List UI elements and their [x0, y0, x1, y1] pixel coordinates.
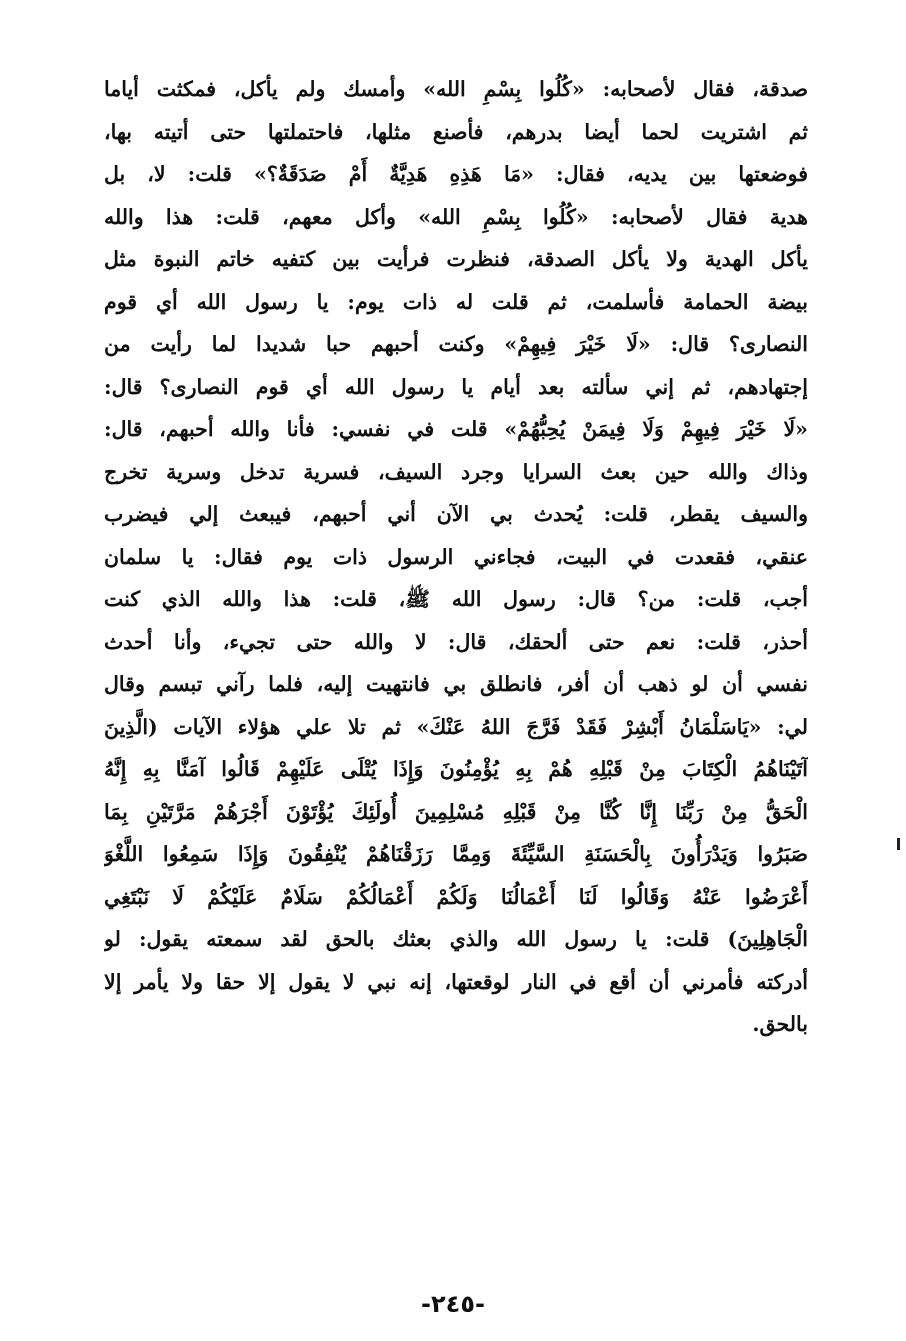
text-line: لي: «يَاسَلْمَانُ أَبْشِرْ فَقَدْ فَرَّجَ اللهُ عَنْكَ» ثم تلا علي هؤلاء الآيات (الَّذِينَ — [104, 714, 808, 739]
body-text — [104, 68, 808, 1046]
margin-mark — [897, 838, 900, 850]
text-line: فوضعتها بين يديه، فقال: «مَا هَذِهِ هَدِيَّةٌ أَمْ صَدَقَةٌ؟» قلت: لا، بل — [104, 162, 808, 186]
text-line: الْجَاهِلِينَ) قلت: يا رسول الله والذي بعثك بالحق لقد سمعته يقول: لو — [104, 927, 808, 951]
text-line-last: بالحق. — [752, 1012, 808, 1036]
text-line: ثم اشتريت لحما أيضا بدرهم، فأصنع مثلها، فاحتملتها حتى أتيته بها، — [104, 119, 808, 144]
text-line: النصارى؟ قال: «لَا خَيْرَ فِيهِمْ» وكنت أحبهم حبا شديدا لما رأيت من — [104, 332, 808, 356]
text-line: إجتهادهم، ثم إني سألته بعد أيام يا رسول الله أي قوم النصارى؟ قال: — [104, 374, 808, 399]
text-line: والسيف يقطر، قلت: يُحدث بي الآن أني أحبهم، فيبعث إلي فيضرب — [104, 502, 808, 526]
text-line: عنقي، فقعدت في البيت، فجاءني الرسول ذات يوم فقال: يا سلمان — [104, 544, 808, 569]
text-line: وذاك والله حين بعث السرايا وجرد السيف، فسرية تدخل وسرية تخرج — [104, 459, 808, 484]
quran-verse-line: صَبَرُوا وَيَدْرَأُونَ بِالْحَسَنَةِ السَّيِّئَةَ وَمِمَّا رَزَقْنَاهُمْ يُنْفِقُونَ وَإِذَا سَمِعُوا اللَّغْوَ — [104, 842, 808, 866]
text-line: بيضة الحمامة فأسلمت، ثم قلت له ذات يوم: يا رسول الله أي قوم — [104, 289, 808, 314]
text-line: أحذر، قلت: نعم حتى ألحقك، قال: لا والله حتى تجيء، وأنا أحدث — [104, 629, 808, 654]
text-line: هدية فقال لأصحابه: «كُلُوا بِسْمِ الله» وأكل معهم، قلت: هذا والله — [104, 204, 808, 229]
text-line: نفسي أن لو ذهب أن أفر، فانطلق بي فانتهيت إليه، فلما رآني تبسم وقال — [104, 672, 808, 696]
text-line: «لَا خَيْرَ فِيهِمْ وَلَا فِيمَنْ يُحِبُّهُمْ» قلت في نفسي: فأنا والله أحبهم، قال: — [104, 417, 808, 441]
page-number: -٢٤٥- — [421, 1290, 485, 1318]
quran-verse-line: آتَيْنَاهُمُ الْكِتَابَ مِنْ قَبْلِهِ هُمْ بِهِ يُؤْمِنُونَ وَإِذَا يُتْلَى عَلَيْهِمْ قَالُوا آمَنَّا بِهِ إِنَّهُ — [104, 757, 808, 781]
text-line: يأكل الهدية ولا يأكل الصدقة، فنظرت فرأيت بين كتفيه خاتم النبوة مثل — [104, 247, 808, 271]
quran-verse-line: أَعْرَضُوا عَنْهُ وَقَالُوا لَنَا أَعْمَالُنَا وَلَكُمْ أَعْمَالُكُمْ سَلَامٌ عَلَيْكُمْ لَا نَبْتَغِي — [104, 884, 808, 909]
text-line: صدقة، فقال لأصحابه: «كُلُوا بِسْمِ الله» وأمسك ولم يأكل، فمكثت أياما — [104, 77, 808, 101]
quran-verse-line: الْحَقُّ مِنْ رَبِّنَا إِنَّا كُنَّا مِنْ قَبْلِهِ مُسْلِمِينَ أُولَئِكَ يُؤْتَوْنَ أَجْرَهُمْ مَرَّتَيْنِ بِمَا — [104, 799, 808, 824]
text-line: أدركته فأمرني أن أقع في النار لوقعتها، إنه نبي لا يقول إلا حقا ولا يأمر إلا — [104, 969, 808, 994]
text-line: أجب، قلت: من؟ قال: رسول الله ﷺ، قلت: هذا والله الذي كنت — [104, 587, 808, 611]
